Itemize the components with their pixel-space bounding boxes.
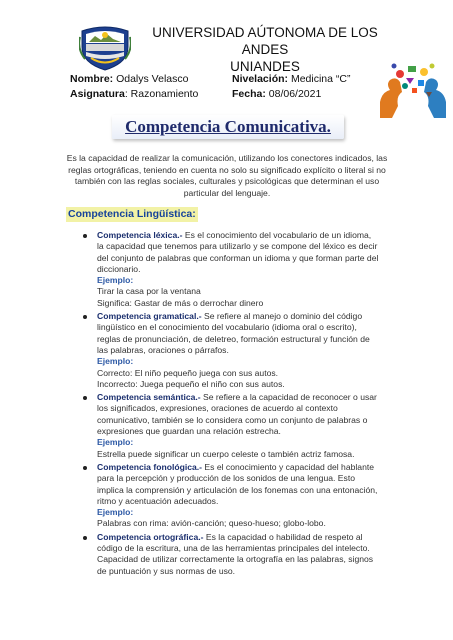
asignatura-value: : Razonamiento: [124, 88, 199, 100]
example-label: Ejemplo:: [97, 275, 134, 286]
bullet-icon: [83, 466, 87, 470]
list-item-fonologica: [80, 462, 380, 530]
item-term: Competencia ortográfica.-: [97, 531, 204, 542]
date: [232, 88, 321, 100]
example-line: Tirar la casa por la ventana: [97, 286, 201, 297]
nombre-label: Nombre:: [70, 73, 114, 85]
university-title-line2: UNIANDES: [230, 59, 300, 74]
subject: [70, 88, 198, 100]
intro-paragraph: Es la capacidad de realizar la comunicación, utilizando los conectores indicados, las reglas ortográficas, teniendo en cuenta no solo su significado explícito o literal si no también con las reglas sociales, culturales y psicológicas que determinan el uso particular del lenguaje.: [66, 153, 388, 198]
section-title: Competencia Lingüística:: [68, 208, 196, 220]
example-label: Ejemplo:: [97, 437, 134, 448]
example-line: Correcto: El niño pequeño juega con sus autos.: [97, 367, 279, 378]
example-line: Estrella puede significar un cuerpo celeste o también actriz famosa.: [97, 448, 355, 459]
item-term: Competencia semántica.-: [97, 392, 201, 403]
list-item-lexica: [80, 230, 380, 309]
university-title-line1: UNIVERSIDAD AÚTONOMA DE LOS ANDES: [152, 25, 378, 57]
level: [232, 73, 350, 85]
example-label: Ejemplo:: [97, 356, 134, 367]
student-name: [70, 73, 188, 85]
item-term: Competencia léxica.-: [97, 230, 183, 240]
bullet-icon: [83, 396, 87, 400]
example-line: Significa: Gastar de más o derrochar dinero: [97, 297, 264, 308]
fecha-value: 08/06/2021: [265, 88, 322, 100]
item-text: Es el conocimiento y capacidad del hablante para la percepción y producción de los sonidos de una lengua. Esto implica la comprensión y articulación de los fonemas con una entonación, ritmo y acentuación adecuados.: [97, 461, 378, 506]
item-text: Es la capacidad o habilidad de respeto al código de la escritura, una de las herramientas principales del intelecto. Capacidad de utilizar correctamente la ortografía en las palabras, signos de puntuación y sus normas de uso.: [97, 531, 374, 576]
item-term: Competencia fonológica.-: [97, 461, 203, 472]
item-text: Se refiere al manejo o dominio del código lingüístico en el conocimiento del vocabulario (idioma oral o escrito), reglas de pronunciación, de deletreo, formación estructural y función de las palabras, oraciones o párrafos.: [97, 311, 370, 355]
list-item-gramatical: [80, 311, 380, 390]
example-line: Palabras con rima: avión-canción; queso-hueso; globo-lobo.: [97, 518, 326, 529]
bullet-icon: [83, 234, 87, 238]
bullet-icon: [83, 536, 87, 540]
nivelacion-value: Medicina “C”: [288, 73, 351, 85]
nombre-value: Odalys Velasco: [113, 73, 189, 85]
list-item-ortografica: [80, 532, 380, 577]
nivelacion-label: Nivelación:: [232, 73, 289, 85]
university-title: [140, 24, 390, 75]
competencies-list: [80, 230, 380, 579]
page-title: Competencia Comunicativa.: [125, 117, 331, 136]
item-term: Competencia gramatical.-: [97, 311, 202, 322]
item-text: Es el conocimiento del vocabulario de un idioma, la capacidad que tenemos para utilizarlo y se compone del léxico es decir del conjunto de palabras que conforman un idioma y que forman parte del diccionario.: [97, 230, 379, 274]
asignatura-label: Asignatura: [70, 88, 125, 100]
example-line: Incorrecto: Juega pequeño el niño con sus autos.: [97, 378, 285, 389]
bullet-icon: [83, 315, 87, 319]
university-logo: [79, 25, 131, 71]
example-label: Ejemplo:: [97, 507, 134, 518]
list-item-semantica: [80, 392, 380, 460]
item-text: Se refiere a la capacidad de reconocer o usar los significados, expresiones, oraciones de acuerdo al contexto comunicativo, también se lo considera como un conjunto de palabras o expresiones que guardan una relación estrecha.: [97, 392, 377, 437]
fecha-label: Fecha:: [232, 88, 266, 100]
